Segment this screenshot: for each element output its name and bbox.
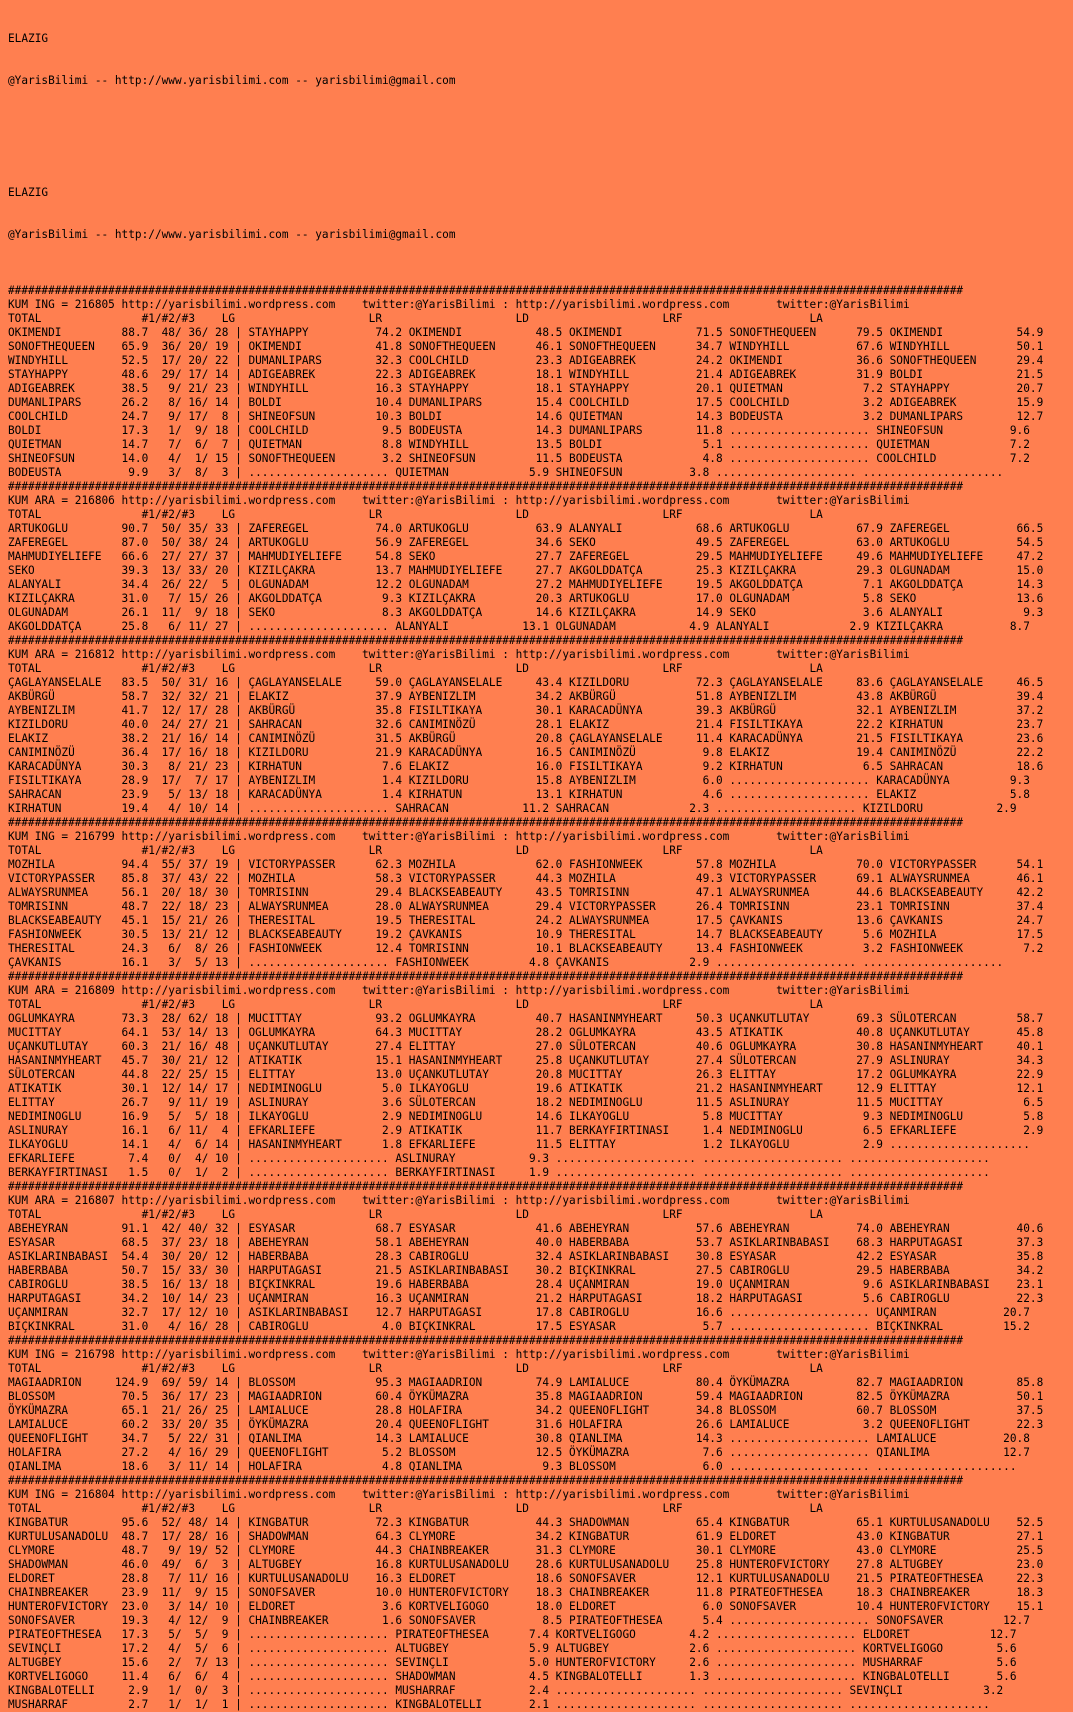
contact-line: @YarisBilimi -- http://www.yarisbilimi.com -- yarisbilimi@gmail.com <box>8 74 456 87</box>
table-row: ZAFEREGEL 87.0 50/ 38/ 24 | ARTUKOGLU 56.9 ZAFEREGEL 34.6 SEKO 49.5 ZAFEREGEL 63.0 ARTUKOGLU 54.5 <box>8 536 1044 549</box>
column-header: TOTAL #1/#2/#3 LG LR LD LRF LA <box>8 312 823 325</box>
table-row: ALTUGBEY 15.6 2/ 7/ 13 | ..................... SEVINÇLI 5.0 HUNTEROFVICTORY 2.6 ..................... MUSHARRAF 5.6 <box>8 1656 1017 1669</box>
contact-line: @YarisBilimi -- http://www.yarisbilimi.com -- yarisbilimi@gmail.com <box>8 228 456 241</box>
table-row: BOLDI 17.3 1/ 9/ 18 | COOLCHILD 9.5 BODEUSTA 14.3 DUMANLIPARS 11.8 ..................... SHINEOFSUN 9.6 <box>8 424 1030 437</box>
table-row: QIANLIMA 18.6 3/ 11/ 14 | HOLAFIRA 4.8 QIANLIMA 9.3 BLOSSOM 6.0 ..................... ..................... <box>8 1460 1017 1473</box>
table-row: ESYASAR 68.5 37/ 23/ 18 | ABEHEYRAN 58.1 ABEHEYRAN 40.0 HABERBABA 53.7 ASIKLARINBABASI 68.3 HARPUTAGASI 37.3 <box>8 1236 1044 1249</box>
table-row: TOMRISINN 48.7 22/ 18/ 23 | ALWAYSRUNMEA 28.0 ALWAYSRUNMEA 29.4 VICTORYPASSER 26.4 TOMRISINN 23.1 TOMRISINN 37.4 <box>8 900 1044 913</box>
header-block-1 <box>8 4 1073 116</box>
table-row: CLYMORE 48.7 9/ 19/ 52 | CLYMORE 44.3 CHAINBREAKER 31.3 CLYMORE 30.1 CLYMORE 43.0 CLYMORE 25.5 <box>8 1544 1044 1557</box>
table-row: ALANYALI 34.4 26/ 22/ 5 | OLGUNADAM 12.2 OLGUNADAM 27.2 MAHMUDIYELIEFE 19.5 AKGOLDDATÇA 7.1 AKGOLDDATÇA 14.3 <box>8 578 1044 591</box>
table-row: MAHMUDIYELIEFE 66.6 27/ 27/ 37 | MAHMUDIYELIEFE 54.8 SEKO 27.7 ZAFEREGEL 29.5 MAHMUDIYELIEFE 49.6 MAHMUDIYELIEFE 47.2 <box>8 550 1044 563</box>
column-header: TOTAL #1/#2/#3 LG LR LD LRF LA <box>8 1208 823 1221</box>
table-row: UÇANMIRAN 32.7 17/ 12/ 10 | ASIKLARINBABASI 12.7 HARPUTAGASI 17.8 CABIROGLU 16.6 ..................... UÇANMIRAN 20.7 <box>8 1306 1030 1319</box>
table-row: ÖYKÜMAZRA 65.1 21/ 26/ 25 | LAMIALUCE 28.8 HOLAFIRA 34.2 QUEENOFLIGHT 34.8 BLOSSOM 60.7 BLOSSOM 37.5 <box>8 1404 1044 1417</box>
table-row: HOLAFIRA 27.2 4/ 16/ 29 | QUEENOFLIGHT 5.2 BLOSSOM 12.5 ÖYKÜMAZRA 7.6 ..................... QIANLIMA 12.7 <box>8 1446 1030 1459</box>
table-row: FISILTIKAYA 28.9 17/ 7/ 17 | AYBENIZLIM 1.4 KIZILDORU 15.8 AYBENIZLIM 6.0 ..................... KARACADÜNYA 9.3 <box>8 774 1030 787</box>
table-row: CANIMINÖZÜ 36.4 17/ 16/ 18 | KIZILDORU 21.9 KARACADÜNYA 16.5 CANIMINÖZÜ 9.8 ELAKIZ 19.4 CANIMINÖZÜ 22.2 <box>8 746 1044 759</box>
table-row: STAYHAPPY 48.6 29/ 17/ 14 | ADIGEABREK 22.3 ADIGEABREK 18.1 WINDYHILL 21.4 ADIGEABREK 31.9 BOLDI 21.5 <box>8 368 1044 381</box>
table-row: SHINEOFSUN 14.0 4/ 1/ 15 | SONOFTHEQUEEN 3.2 SHINEOFSUN 11.5 BODEUSTA 4.8 ..................... COOLCHILD 7.2 <box>8 452 1030 465</box>
table-row: THERESITAL 24.3 6/ 8/ 26 | FASHIONWEEK 12.4 TOMRISINN 10.1 BLACKSEABEAUTY 13.4 FASHIONWEEK 3.2 FASHIONWEEK 7.2 <box>8 942 1044 955</box>
city-title: ELAZIG <box>8 186 49 199</box>
table-row: CABIROGLU 38.5 16/ 13/ 18 | BIÇKINKRAL 19.6 HABERBABA 28.4 UÇANMIRAN 19.0 UÇANMIRAN 9.6 ASIKLARINBABASI 23.1 <box>8 1278 1044 1291</box>
section-divider: ############################################################################################################################################### <box>8 634 964 647</box>
table-row: HABERBABA 50.7 15/ 33/ 30 | HARPUTAGASI 21.5 ASIKLARINBABASI 30.2 BIÇKINKRAL 27.5 CABIROGLU 29.5 HABERBABA 34.2 <box>8 1264 1044 1277</box>
table-row: BLACKSEABEAUTY 45.1 15/ 21/ 26 | THERESITAL 19.5 THERESITAL 24.2 ALWAYSRUNMEA 17.5 ÇAVKANIS 13.6 ÇAVKANIS 24.7 <box>8 914 1044 927</box>
table-row: UÇANKUTLUTAY 60.3 21/ 16/ 48 | UÇANKUTLUTAY 27.4 ELITTAY 27.0 SÜLOTERCAN 40.6 OGLUMKAYRA 30.8 HASANINMYHEART 40.1 <box>8 1040 1044 1053</box>
table-row: HASANINMYHEART 45.7 30/ 21/ 12 | ATIKATIK 15.1 HASANINMYHEART 25.8 UÇANKUTLUTAY 27.4 SÜLOTERCAN 27.9 ASLINURAY 34.3 <box>8 1054 1044 1067</box>
table-row: AYBENIZLIM 41.7 12/ 17/ 28 | AKBÜRGÜ 35.8 FISILTIKAYA 30.1 KARACADÜNYA 39.3 AKBÜRGÜ 32.1 AYBENIZLIM 37.2 <box>8 704 1044 717</box>
column-header: TOTAL #1/#2/#3 LG LR LD LRF LA <box>8 508 823 521</box>
table-row: VICTORYPASSER 85.8 37/ 43/ 22 | MOZHILA 58.3 VICTORYPASSER 44.3 MOZHILA 49.3 VICTORYPASSER 69.1 ALWAYSRUNMEA 46.1 <box>8 872 1044 885</box>
table-row: ADIGEABREK 38.5 9/ 21/ 23 | WINDYHILL 16.3 STAYHAPPY 18.1 STAYHAPPY 20.1 QUIETMAN 7.2 STAYHAPPY 20.7 <box>8 382 1044 395</box>
table-row: COOLCHILD 24.7 9/ 17/ 8 | SHINEOFSUN 10.3 BOLDI 14.6 QUIETMAN 14.3 BODEUSTA 3.2 DUMANLIPARS 12.7 <box>8 410 1044 423</box>
table-row: SEVINÇLI 17.2 4/ 5/ 6 | ..................... ALTUGBEY 5.9 ALTUGBEY 2.6 ..................... KORTVELIGOGO 5.6 <box>8 1642 1017 1655</box>
race-report <box>8 284 1073 1712</box>
table-row: KURTULUSANADOLU 48.7 17/ 28/ 16 | SHADOWMAN 64.3 CLYMORE 34.2 KINGBATUR 61.9 ELDORET 43.0 KINGBATUR 27.1 <box>8 1530 1044 1543</box>
table-row: BIÇKINKRAL 31.0 4/ 16/ 28 | CABIROGLU 4.0 BIÇKINKRAL 17.5 ESYASAR 5.7 ..................... BIÇKINKRAL 15.2 <box>8 1320 1030 1333</box>
table-row: FASHIONWEEK 30.5 13/ 21/ 12 | BLACKSEABEAUTY 19.2 ÇAVKANIS 10.9 THERESITAL 14.7 BLACKSEABEAUTY 5.6 MOZHILA 17.5 <box>8 928 1044 941</box>
race-header: KUM ARA = 216809 http://yarisbilimi.wordpress.com twitter:@YarisBilimi : http://yarisbilimi.wordpress.com twitter:@YarisBilimi <box>8 984 910 997</box>
table-row: ABEHEYRAN 91.1 42/ 40/ 32 | ESYASAR 68.7 ESYASAR 41.6 ABEHEYRAN 57.6 ABEHEYRAN 74.0 ABEHEYRAN 40.6 <box>8 1222 1044 1235</box>
table-row: ILKAYOGLU 14.1 4/ 6/ 14 | HASANINMYHEART 1.8 EFKARLIEFE 11.5 ELITTAY 1.2 ILKAYOGLU 2.9 ..................... <box>8 1138 1030 1151</box>
table-row: BODEUSTA 9.9 3/ 8/ 3 | ..................... QUIETMAN 5.9 SHINEOFSUN 3.8 ..................... ..................... <box>8 466 1004 479</box>
table-row: ATIKATIK 30.1 12/ 14/ 17 | NEDIMINOGLU 5.0 ILKAYOGLU 19.6 ATIKATIK 21.2 HASANINMYHEART 12.9 ELITTAY 12.1 <box>8 1082 1044 1095</box>
race-header: KUM ARA = 216806 http://yarisbilimi.wordpress.com twitter:@YarisBilimi : http://yarisbilimi.wordpress.com twitter:@YarisBilimi <box>8 494 910 507</box>
section-divider: ############################################################################################################################################### <box>8 816 964 829</box>
header-block-2 <box>8 158 1073 270</box>
table-row: ALWAYSRUNMEA 56.1 20/ 18/ 30 | TOMRISINN 29.4 BLACKSEABEAUTY 43.5 TOMRISINN 47.1 ALWAYSRUNMEA 44.6 BLACKSEABEAUTY 42.2 <box>8 886 1044 899</box>
table-row: QUEENOFLIGHT 34.7 5/ 22/ 31 | QIANLIMA 14.3 LAMIALUCE 30.8 QIANLIMA 14.3 ..................... LAMIALUCE 20.8 <box>8 1432 1030 1445</box>
table-row: HARPUTAGASI 34.2 10/ 14/ 23 | UÇANMIRAN 16.3 UÇANMIRAN 21.2 HARPUTAGASI 18.2 HARPUTAGASI 5.6 CABIROGLU 22.3 <box>8 1292 1044 1305</box>
table-row: DUMANLIPARS 26.2 8/ 16/ 14 | BOLDI 10.4 DUMANLIPARS 15.4 COOLCHILD 17.5 COOLCHILD 3.2 ADIGEABREK 15.9 <box>8 396 1044 409</box>
table-row: ASLINURAY 16.1 6/ 11/ 4 | EFKARLIEFE 2.9 ATIKATIK 11.7 BERKAYFIRTINASI 1.4 NEDIMINOGLU 6.5 EFKARLIEFE 2.9 <box>8 1124 1044 1137</box>
table-row: ÇAGLAYANSELALE 83.5 50/ 31/ 16 | ÇAGLAYANSELALE 59.0 ÇAGLAYANSELALE 43.4 KIZILDORU 72.3 ÇAGLAYANSELALE 83.6 ÇAGLAYANSELALE 46.5 <box>8 676 1044 689</box>
race-header: KUM ING = 216798 http://yarisbilimi.wordpress.com twitter:@YarisBilimi : http://yarisbilimi.wordpress.com twitter:@YarisBilimi <box>8 1348 910 1361</box>
column-header: TOTAL #1/#2/#3 LG LR LD LRF LA <box>8 662 823 675</box>
table-row: ELAKIZ 38.2 21/ 16/ 14 | CANIMINÖZÜ 31.5 AKBÜRGÜ 20.8 ÇAGLAYANSELALE 11.4 KARACADÜNYA 21.5 FISILTIKAYA 23.6 <box>8 732 1044 745</box>
table-row: OKIMENDI 88.7 48/ 36/ 28 | STAYHAPPY 74.2 OKIMENDI 48.5 OKIMENDI 71.5 SONOFTHEQUEEN 79.5 OKIMENDI 54.9 <box>8 326 1044 339</box>
table-row: SAHRACAN 23.9 5/ 13/ 18 | KARACADÜNYA 1.4 KIRHATUN 13.1 KIRHATUN 4.6 ..................... ELAKIZ 5.8 <box>8 788 1030 801</box>
table-row: ÇAVKANIS 16.1 3/ 5/ 13 | ..................... FASHIONWEEK 4.8 ÇAVKANIS 2.9 ..................... ..................... <box>8 956 1004 969</box>
table-row: ELDORET 28.8 7/ 11/ 16 | KURTULUSANADOLU 16.3 ELDORET 18.6 SONOFSAVER 12.1 KURTULUSANADOLU 21.5 PIRATEOFTHESEA 22.3 <box>8 1572 1044 1585</box>
column-header: TOTAL #1/#2/#3 LG LR LD LRF LA <box>8 998 823 1011</box>
table-row: SONOFSAVER 19.3 4/ 12/ 9 | CHAINBREAKER 1.6 SONOFSAVER 8.5 PIRATEOFTHESEA 5.4 ..................... SONOFSAVER 12.7 <box>8 1614 1030 1627</box>
table-row: MUSHARRAF 2.7 1/ 1/ 1 | ..................... KINGBALOTELLI 2.1 ..................... ..................... ..................... <box>8 1698 990 1711</box>
race-header: KUM ARA = 216807 http://yarisbilimi.wordpress.com twitter:@YarisBilimi : http://yarisbilimi.wordpress.com twitter:@YarisBilimi <box>8 1194 910 1207</box>
table-row: KIZILÇAKRA 31.0 7/ 15/ 26 | AKGOLDDATÇA 9.3 KIZILÇAKRA 20.3 ARTUKOGLU 17.0 OLGUNADAM 5.8 SEKO 13.6 <box>8 592 1044 605</box>
section-divider: ############################################################################################################################################### <box>8 1180 964 1193</box>
section-divider: ############################################################################################################################################### <box>8 970 964 983</box>
race-header: KUM ARA = 216812 http://yarisbilimi.wordpress.com twitter:@YarisBilimi : http://yarisbilimi.wordpress.com twitter:@YarisBilimi <box>8 648 910 661</box>
table-row: MAGIAADRION 124.9 69/ 59/ 14 | BLOSSOM 95.3 MAGIAADRION 74.9 LAMIALUCE 80.4 ÖYKÜMAZRA 82.7 MAGIAADRION 85.8 <box>8 1376 1044 1389</box>
section-divider: ############################################################################################################################################### <box>8 1334 964 1347</box>
table-row: KIRHATUN 19.4 4/ 10/ 14 | ..................... SAHRACAN 11.2 SAHRACAN 2.3 ..................... KIZILDORU 2.9 <box>8 802 1017 815</box>
table-row: EFKARLIEFE 7.4 0/ 4/ 10 | ..................... ASLINURAY 9.3 ..................... ..................... ..................... <box>8 1152 990 1165</box>
table-row: ARTUKOGLU 90.7 50/ 35/ 33 | ZAFEREGEL 74.0 ARTUKOGLU 63.9 ALANYALI 68.6 ARTUKOGLU 67.9 ZAFEREGEL 66.5 <box>8 522 1044 535</box>
table-row: OLGUNADAM 26.1 11/ 9/ 18 | SEKO 8.3 AKGOLDDATÇA 14.6 KIZILÇAKRA 14.9 SEKO 3.6 ALANYALI 9.3 <box>8 606 1044 619</box>
table-row: CHAINBREAKER 23.9 11/ 9/ 15 | SONOFSAVER 10.0 HUNTEROFVICTORY 18.3 CHAINBREAKER 11.8 PIRATEOFTHESEA 18.3 CHAINBREAKER 18.3 <box>8 1586 1044 1599</box>
table-row: WINDYHILL 52.5 17/ 20/ 22 | DUMANLIPARS 32.3 COOLCHILD 23.3 ADIGEABREK 24.2 OKIMENDI 36.6 SONOFTHEQUEEN 29.4 <box>8 354 1044 367</box>
section-divider: ############################################################################################################################################### <box>8 480 964 493</box>
table-row: KINGBATUR 95.6 52/ 48/ 14 | KINGBATUR 72.3 KINGBATUR 44.3 SHADOWMAN 65.4 KINGBATUR 65.1 KURTULUSANADOLU 52.5 <box>8 1516 1044 1529</box>
table-row: BLOSSOM 70.5 36/ 17/ 23 | MAGIAADRION 60.4 ÖYKÜMAZRA 35.8 MAGIAADRION 59.4 MAGIAADRION 82.5 ÖYKÜMAZRA 50.1 <box>8 1390 1044 1403</box>
table-row: NEDIMINOGLU 16.9 5/ 5/ 18 | ILKAYOGLU 2.9 NEDIMINOGLU 14.6 ILKAYOGLU 5.8 MUCITTAY 9.3 NEDIMINOGLU 5.8 <box>8 1110 1044 1123</box>
section-divider: ############################################################################################################################################### <box>8 284 964 297</box>
race-header: KUM ING = 216805 http://yarisbilimi.wordpress.com twitter:@YarisBilimi : http://yarisbilimi.wordpress.com twitter:@YarisBilimi <box>8 298 910 311</box>
table-row: SEKO 39.3 13/ 33/ 20 | KIZILÇAKRA 13.7 MAHMUDIYELIEFE 27.7 AKGOLDDATÇA 25.3 KIZILÇAKRA 29.3 OLGUNADAM 15.0 <box>8 564 1044 577</box>
table-row: KINGBALOTELLI 2.9 1/ 0/ 3 | ..................... MUSHARRAF 2.4 ..................... ..................... SEVINÇLI 3.2 <box>8 1684 1004 1697</box>
table-row: SHADOWMAN 46.0 49/ 6/ 3 | ALTUGBEY 16.8 KURTULUSANADOLU 28.6 KURTULUSANADOLU 25.8 HUNTEROFVICTORY 27.8 ALTUGBEY 23.0 <box>8 1558 1044 1571</box>
race-header: KUM ING = 216804 http://yarisbilimi.wordpress.com twitter:@YarisBilimi : http://yarisbilimi.wordpress.com twitter:@YarisBilimi <box>8 1488 910 1501</box>
table-row: QUIETMAN 14.7 7/ 6/ 7 | QUIETMAN 8.8 WINDYHILL 13.5 BOLDI 5.1 ..................... QUIETMAN 7.2 <box>8 438 1030 451</box>
table-row: KORTVELIGOGO 11.4 6/ 6/ 4 | ..................... SHADOWMAN 4.5 KINGBALOTELLI 1.3 ..................... KINGBALOTELLI 5.6 <box>8 1670 1017 1683</box>
table-row: PIRATEOFTHESEA 17.3 5/ 5/ 9 | ..................... PIRATEOFTHESEA 7.4 KORTVELIGOGO 4.2 ..................... ELDORET 12.7 <box>8 1628 1017 1641</box>
table-row: MUCITTAY 64.1 53/ 14/ 13 | OGLUMKAYRA 64.3 MUCITTAY 28.2 OGLUMKAYRA 43.5 ATIKATIK 40.8 UÇANKUTLUTAY 45.8 <box>8 1026 1044 1039</box>
table-row: ELITTAY 26.7 9/ 11/ 19 | ASLINURAY 3.6 SÜLOTERCAN 18.2 NEDIMINOGLU 11.5 ASLINURAY 11.5 MUCITTAY 6.5 <box>8 1096 1044 1109</box>
table-row: BERKAYFIRTINASI 1.5 0/ 1/ 2 | ..................... BERKAYFIRTINASI 1.9 ..................... ..................... ..................... <box>8 1166 990 1179</box>
table-row: SÜLOTERCAN 44.8 22/ 25/ 15 | ELITTAY 13.0 UÇANKUTLUTAY 20.8 MUCITTAY 26.3 ELITTAY 17.2 OGLUMKAYRA 22.9 <box>8 1068 1044 1081</box>
table-row: ASIKLARINBABASI 54.4 30/ 20/ 12 | HABERBABA 28.3 CABIROGLU 32.4 ASIKLARINBABASI 30.8 ESYASAR 42.2 ESYASAR 35.8 <box>8 1250 1044 1263</box>
column-header: TOTAL #1/#2/#3 LG LR LD LRF LA <box>8 1502 823 1515</box>
table-row: KIZILDORU 40.0 24/ 27/ 21 | SAHRACAN 32.6 CANIMINÖZÜ 28.1 ELAKIZ 21.4 FISILTIKAYA 22.2 KIRHATUN 23.7 <box>8 718 1044 731</box>
table-row: HUNTEROFVICTORY 23.0 3/ 14/ 10 | ELDORET 3.6 KORTVELIGOGO 18.0 ELDORET 6.0 SONOFSAVER 10.4 HUNTEROFVICTORY 15.1 <box>8 1600 1044 1613</box>
race-header: KUM ING = 216799 http://yarisbilimi.wordpress.com twitter:@YarisBilimi : http://yarisbilimi.wordpress.com twitter:@YarisBilimi <box>8 830 910 843</box>
column-header: TOTAL #1/#2/#3 LG LR LD LRF LA <box>8 1362 823 1375</box>
table-row: SONOFTHEQUEEN 65.9 36/ 20/ 19 | OKIMENDI 41.8 SONOFTHEQUEEN 46.1 SONOFTHEQUEEN 34.7 WINDYHILL 67.6 WINDYHILL 50.1 <box>8 340 1044 353</box>
column-header: TOTAL #1/#2/#3 LG LR LD LRF LA <box>8 844 823 857</box>
table-row: MOZHILA 94.4 55/ 37/ 19 | VICTORYPASSER 62.3 MOZHILA 62.0 FASHIONWEEK 57.8 MOZHILA 70.0 VICTORYPASSER 54.1 <box>8 858 1044 871</box>
table-row: LAMIALUCE 60.2 33/ 20/ 35 | ÖYKÜMAZRA 20.4 QUEENOFLIGHT 31.6 HOLAFIRA 26.6 LAMIALUCE 3.2 QUEENOFLIGHT 22.3 <box>8 1418 1044 1431</box>
table-row: AKGOLDDATÇA 25.8 6/ 11/ 27 | ..................... ALANYALI 13.1 OLGUNADAM 4.9 ALANYALI 2.9 KIZILÇAKRA 8.7 <box>8 620 1030 633</box>
table-row: AKBÜRGÜ 58.7 32/ 32/ 21 | ELAKIZ 37.9 AYBENIZLIM 34.2 AKBÜRGÜ 51.8 AYBENIZLIM 43.8 AKBÜRGÜ 39.4 <box>8 690 1044 703</box>
city-title: ELAZIG <box>8 32 49 45</box>
table-row: OGLUMKAYRA 73.3 28/ 62/ 18 | MUCITTAY 93.2 OGLUMKAYRA 40.7 HASANINMYHEART 50.3 UÇANKUTLUTAY 69.3 SÜLOTERCAN 58.7 <box>8 1012 1044 1025</box>
table-row: KARACADÜNYA 30.3 8/ 21/ 23 | KIRHATUN 7.6 ELAKIZ 16.0 FISILTIKAYA 9.2 KIRHATUN 6.5 SAHRACAN 18.6 <box>8 760 1044 773</box>
section-divider: ############################################################################################################################################### <box>8 1474 964 1487</box>
